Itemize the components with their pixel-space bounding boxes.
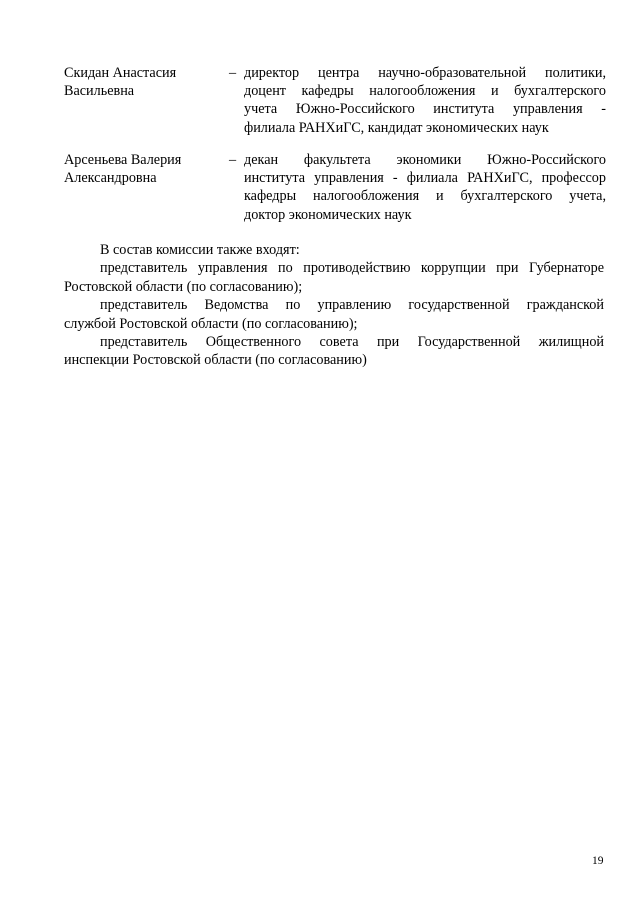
included-item-line: представитель управления по противодействию коррупции при Губернаторе	[100, 260, 604, 277]
member-dash: –	[229, 65, 237, 81]
member-dash: –	[229, 152, 237, 168]
also-included-section	[64, 241, 604, 370]
member-description	[244, 64, 606, 137]
included-item	[64, 259, 604, 296]
description-line: декан факультета экономики Южно-Российского	[244, 152, 606, 168]
description-line: доктор экономических наук	[244, 206, 412, 223]
member-name	[64, 64, 224, 100]
description-line: филиала РАНХиГС, кандидат экономических наук	[244, 119, 549, 136]
member-description	[244, 151, 606, 224]
member-name-line: Арсеньева Валерия	[64, 152, 182, 168]
included-item-line: Ростовской области (по согласованию);	[64, 278, 303, 295]
member-name-line: Александровна	[64, 170, 157, 187]
included-item-line: инспекции Ростовской области (по согласованию)	[64, 352, 367, 369]
included-item-line: представитель Ведомства по управлению государственной гражданской	[100, 297, 604, 314]
member-name	[64, 151, 224, 187]
description-line: директор центра научно-образовательной политики,	[244, 65, 606, 81]
description-line: доцент кафедры налогообложения и бухгалтерского	[244, 83, 606, 100]
description-line: кафедры налогообложения и бухгалтерского учета,	[244, 188, 606, 205]
description-line: института управления - филиала РАНХиГС, профессор	[244, 170, 606, 187]
included-item-line: службой Ростовской области (по согласованию);	[64, 315, 358, 332]
page-number: 19	[592, 855, 604, 867]
member-name-line: Васильевна	[64, 83, 135, 100]
description-line: учета Южно-Российского института управления -	[244, 101, 606, 118]
included-item	[64, 296, 604, 333]
section-heading: В состав комиссии также входят:	[100, 242, 300, 258]
included-item-line: представитель Общественного совета при Государственной жилищной	[100, 334, 604, 351]
included-item	[64, 333, 604, 370]
member-name-line: Скидан Анастасия	[64, 65, 177, 81]
